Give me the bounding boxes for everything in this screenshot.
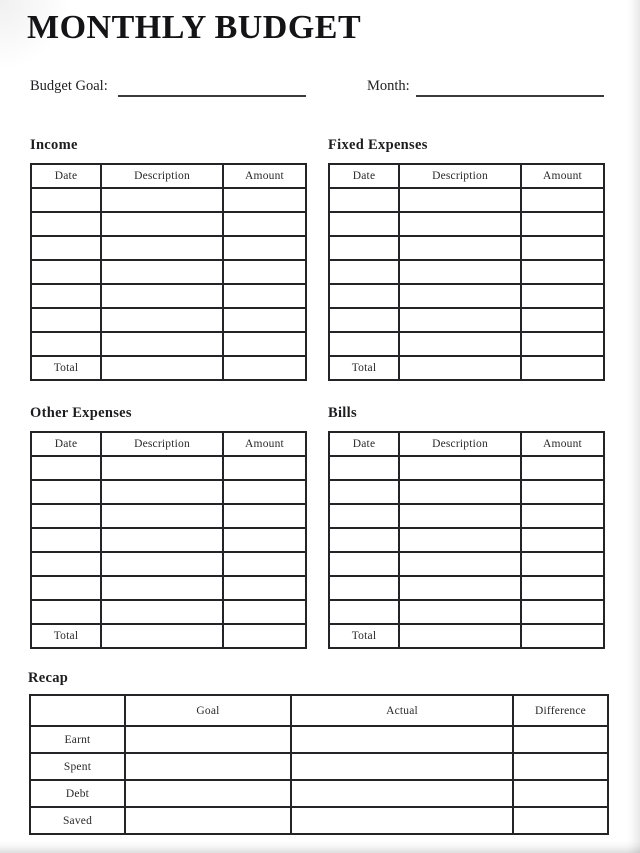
fixed-expenses-amount-cell	[521, 308, 604, 332]
recap-row-label-debt: Debt	[30, 780, 125, 807]
fixed-expenses-empty-row	[329, 332, 604, 356]
recap-table	[29, 694, 609, 835]
income-header-row	[31, 164, 306, 188]
other-expenses-header-row	[31, 432, 306, 456]
income-amount-cell	[223, 236, 306, 260]
recap-row-debt	[30, 780, 608, 807]
fixed-expenses-date-cell	[329, 284, 399, 308]
bills-amount-cell	[521, 552, 604, 576]
page-title: MONTHLY BUDGET	[27, 9, 362, 46]
fixed-expenses-date-cell	[329, 236, 399, 260]
fixed-expenses-empty-row	[329, 308, 604, 332]
recap-row-label-spent: Spent	[30, 753, 125, 780]
bills-total-label: Total	[329, 624, 399, 648]
fixed-expenses-date-cell	[329, 308, 399, 332]
fixed-expenses-date-cell	[329, 260, 399, 284]
income-date-cell	[31, 188, 101, 212]
recap-earnt-actual-cell	[291, 726, 513, 753]
other-expenses-date-cell	[31, 480, 101, 504]
other-expenses-empty-row	[31, 600, 306, 624]
bills-date-cell	[329, 504, 399, 528]
other-expenses-date-cell	[31, 576, 101, 600]
fixed-expenses-header-description: Description	[399, 164, 521, 188]
fixed-expenses-amount-cell	[521, 332, 604, 356]
income-description-cell	[101, 308, 223, 332]
other-expenses-total-row	[31, 624, 306, 648]
bills-table	[328, 431, 605, 649]
other-expenses-date-cell	[31, 528, 101, 552]
fixed-expenses-total-row	[329, 356, 604, 380]
bills-amount-cell	[521, 528, 604, 552]
recap-header-blank	[30, 695, 125, 726]
income-empty-row	[31, 308, 306, 332]
fixed-expenses-amount-cell	[521, 284, 604, 308]
other-expenses-empty-row	[31, 576, 306, 600]
fixed-expenses-total-description-cell	[399, 356, 521, 380]
income-amount-cell	[223, 284, 306, 308]
other-expenses-amount-cell	[223, 600, 306, 624]
fixed-expenses-date-cell	[329, 188, 399, 212]
section-title-income: Income	[30, 137, 78, 153]
income-amount-cell	[223, 308, 306, 332]
other-expenses-amount-cell	[223, 456, 306, 480]
fixed-expenses-empty-row	[329, 212, 604, 236]
fixed-expenses-empty-row	[329, 260, 604, 284]
bills-total-description-cell	[399, 624, 521, 648]
bills-description-cell	[399, 600, 521, 624]
income-table	[30, 163, 307, 381]
fixed-expenses-empty-row	[329, 284, 604, 308]
other-expenses-empty-row	[31, 480, 306, 504]
recap-saved-goal-cell	[125, 807, 291, 834]
income-amount-cell	[223, 212, 306, 236]
other-expenses-amount-cell	[223, 504, 306, 528]
fixed-expenses-description-cell	[399, 236, 521, 260]
income-date-cell	[31, 284, 101, 308]
recap-spent-actual-cell	[291, 753, 513, 780]
recap-earnt-goal-cell	[125, 726, 291, 753]
fixed-expenses-amount-cell	[521, 188, 604, 212]
fixed-expenses-description-cell	[399, 332, 521, 356]
bills-description-cell	[399, 480, 521, 504]
bills-amount-cell	[521, 600, 604, 624]
income-date-cell	[31, 236, 101, 260]
bills-empty-row	[329, 552, 604, 576]
bills-empty-row	[329, 456, 604, 480]
bills-empty-row	[329, 576, 604, 600]
month-label: Month:	[367, 78, 410, 94]
bills-description-cell	[399, 504, 521, 528]
bills-date-cell	[329, 600, 399, 624]
other-expenses-date-cell	[31, 504, 101, 528]
budget-goal-label: Budget Goal:	[30, 78, 108, 94]
income-amount-cell	[223, 188, 306, 212]
fixed-expenses-description-cell	[399, 308, 521, 332]
income-empty-row	[31, 260, 306, 284]
bills-total-amount-cell	[521, 624, 604, 648]
income-total-description-cell	[101, 356, 223, 380]
section-title-bills: Bills	[328, 405, 357, 421]
bills-header-description: Description	[399, 432, 521, 456]
fixed-expenses-amount-cell	[521, 236, 604, 260]
income-description-cell	[101, 332, 223, 356]
fixed-expenses-amount-cell	[521, 260, 604, 284]
budget-goal-blank-line	[118, 80, 306, 97]
recap-saved-difference-cell	[513, 807, 608, 834]
recap-debt-actual-cell	[291, 780, 513, 807]
income-description-cell	[101, 236, 223, 260]
other-expenses-date-cell	[31, 552, 101, 576]
income-date-cell	[31, 308, 101, 332]
bills-total-row	[329, 624, 604, 648]
other-expenses-description-cell	[101, 504, 223, 528]
bills-amount-cell	[521, 480, 604, 504]
income-header-date: Date	[31, 164, 101, 188]
recap-row-earnt	[30, 726, 608, 753]
other-expenses-amount-cell	[223, 552, 306, 576]
income-date-cell	[31, 260, 101, 284]
bills-date-cell	[329, 528, 399, 552]
recap-header-goal: Goal	[125, 695, 291, 726]
income-total-amount-cell	[223, 356, 306, 380]
fixed-expenses-table	[328, 163, 605, 381]
bills-date-cell	[329, 576, 399, 600]
bills-header-amount: Amount	[521, 432, 604, 456]
other-expenses-description-cell	[101, 576, 223, 600]
bills-amount-cell	[521, 576, 604, 600]
income-empty-row	[31, 188, 306, 212]
fixed-expenses-description-cell	[399, 284, 521, 308]
recap-header-actual: Actual	[291, 695, 513, 726]
fixed-expenses-header-row	[329, 164, 604, 188]
fixed-expenses-description-cell	[399, 212, 521, 236]
bills-amount-cell	[521, 504, 604, 528]
other-expenses-table	[30, 431, 307, 649]
other-expenses-total-amount-cell	[223, 624, 306, 648]
bills-description-cell	[399, 552, 521, 576]
bills-amount-cell	[521, 456, 604, 480]
income-header-amount: Amount	[223, 164, 306, 188]
other-expenses-total-description-cell	[101, 624, 223, 648]
income-amount-cell	[223, 260, 306, 284]
fixed-expenses-empty-row	[329, 236, 604, 260]
recap-debt-goal-cell	[125, 780, 291, 807]
income-total-label: Total	[31, 356, 101, 380]
other-expenses-empty-row	[31, 456, 306, 480]
fixed-expenses-total-label: Total	[329, 356, 399, 380]
income-date-cell	[31, 212, 101, 236]
recap-row-label-saved: Saved	[30, 807, 125, 834]
other-expenses-description-cell	[101, 456, 223, 480]
other-expenses-amount-cell	[223, 576, 306, 600]
recap-row-label-earnt: Earnt	[30, 726, 125, 753]
other-expenses-empty-row	[31, 504, 306, 528]
income-description-cell	[101, 212, 223, 236]
recap-row-spent	[30, 753, 608, 780]
income-empty-row	[31, 212, 306, 236]
recap-saved-actual-cell	[291, 807, 513, 834]
other-expenses-description-cell	[101, 528, 223, 552]
bills-header-date: Date	[329, 432, 399, 456]
section-title-recap: Recap	[28, 670, 69, 686]
bills-empty-row	[329, 504, 604, 528]
recap-debt-difference-cell	[513, 780, 608, 807]
income-empty-row	[31, 284, 306, 308]
recap-spent-difference-cell	[513, 753, 608, 780]
bills-description-cell	[399, 528, 521, 552]
other-expenses-description-cell	[101, 552, 223, 576]
bills-date-cell	[329, 480, 399, 504]
bills-empty-row	[329, 600, 604, 624]
other-expenses-total-label: Total	[31, 624, 101, 648]
income-total-row	[31, 356, 306, 380]
other-expenses-header-date: Date	[31, 432, 101, 456]
recap-header-difference: Difference	[513, 695, 608, 726]
month-blank-line	[416, 80, 604, 97]
other-expenses-empty-row	[31, 552, 306, 576]
income-description-cell	[101, 188, 223, 212]
bills-empty-row	[329, 528, 604, 552]
bills-description-cell	[399, 456, 521, 480]
bills-empty-row	[329, 480, 604, 504]
income-date-cell	[31, 332, 101, 356]
fixed-expenses-description-cell	[399, 260, 521, 284]
other-expenses-header-description: Description	[101, 432, 223, 456]
other-expenses-empty-row	[31, 528, 306, 552]
other-expenses-description-cell	[101, 600, 223, 624]
other-expenses-amount-cell	[223, 480, 306, 504]
bills-date-cell	[329, 456, 399, 480]
fixed-expenses-date-cell	[329, 332, 399, 356]
income-description-cell	[101, 284, 223, 308]
income-header-description: Description	[101, 164, 223, 188]
other-expenses-amount-cell	[223, 528, 306, 552]
section-title-fixed-expenses: Fixed Expenses	[328, 137, 428, 153]
other-expenses-date-cell	[31, 456, 101, 480]
recap-row-saved	[30, 807, 608, 834]
fixed-expenses-date-cell	[329, 212, 399, 236]
recap-spent-goal-cell	[125, 753, 291, 780]
fixed-expenses-header-date: Date	[329, 164, 399, 188]
fixed-expenses-amount-cell	[521, 212, 604, 236]
fixed-expenses-total-amount-cell	[521, 356, 604, 380]
bills-header-row	[329, 432, 604, 456]
income-empty-row	[31, 236, 306, 260]
recap-earnt-difference-cell	[513, 726, 608, 753]
fixed-expenses-description-cell	[399, 188, 521, 212]
other-expenses-header-amount: Amount	[223, 432, 306, 456]
income-empty-row	[31, 332, 306, 356]
other-expenses-date-cell	[31, 600, 101, 624]
other-expenses-description-cell	[101, 480, 223, 504]
income-amount-cell	[223, 332, 306, 356]
recap-header-row	[30, 695, 608, 726]
bills-description-cell	[399, 576, 521, 600]
income-description-cell	[101, 260, 223, 284]
section-title-other-expenses: Other Expenses	[30, 405, 132, 421]
fixed-expenses-empty-row	[329, 188, 604, 212]
fixed-expenses-header-amount: Amount	[521, 164, 604, 188]
bills-date-cell	[329, 552, 399, 576]
